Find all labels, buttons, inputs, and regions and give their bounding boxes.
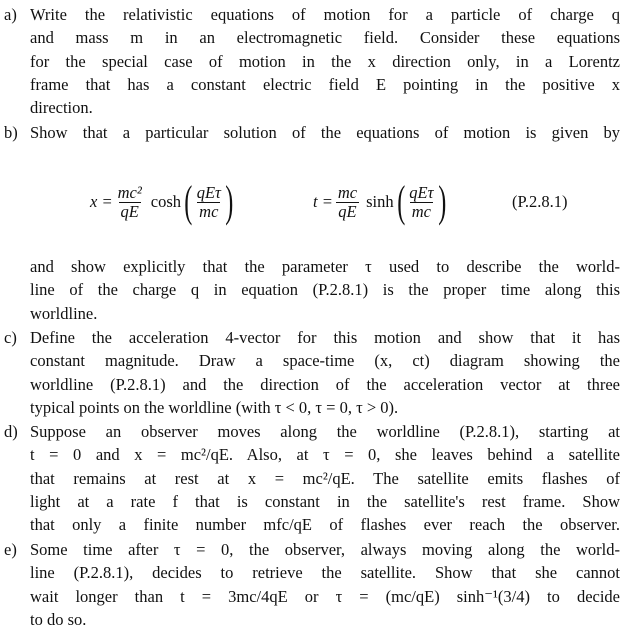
x-argument-numerator: qEτ: [196, 182, 221, 202]
item-a-line-5: direction.: [30, 98, 93, 118]
item-b-after-line-2: line of the charge q in equation (P.2.8.1) is the proper time along this: [30, 280, 620, 300]
item-c-line-4: typical points on the worldline (with τ < 0, τ = 0, τ > 0).: [30, 397, 399, 417]
item-a: [4, 3, 620, 119]
item-e-line-2: line (P.2.8.1), decides to retrieve the satellite. Show that she cannot: [30, 563, 620, 583]
x-argument-denominator: mc: [199, 201, 219, 221]
item-b-intro: [30, 121, 620, 144]
item-c-line-2: constant magnitude. Draw a space-time (x, ct) diagram showing the: [30, 351, 620, 371]
item-c-body: [30, 326, 620, 419]
x-function: cosh: [150, 192, 182, 211]
item-b-after-line-1: and show explicitly that the parameter τ used to describe the world-: [30, 257, 620, 276]
t-fraction: [336, 184, 359, 221]
item-d-line-3: that remains at rest at x = mc²/qE. The satellite emits flashes of: [30, 468, 620, 488]
t-argument-numerator: qEτ: [409, 182, 434, 202]
item-e-line-4: to do so.: [30, 609, 87, 629]
equation-number: (P.2.8.1): [512, 192, 568, 211]
item-b-intro-line: Show that a particular solution of the equations of motion is given by: [30, 123, 620, 142]
item-d-line-1: Suppose an observer moves along the worldline (P.2.8.1), starting at: [30, 422, 620, 441]
x-fraction-numerator: mc²: [117, 182, 142, 202]
x-fraction-denominator: qE: [120, 201, 139, 221]
t-fraction-numerator: mc: [337, 182, 358, 202]
t-right-paren: ): [437, 177, 446, 226]
item-b-label: b): [4, 123, 18, 142]
item-d-line-4: light at a rate f that is constant in the satellite's rest frame. Show: [30, 491, 620, 511]
t-argument: [407, 184, 435, 221]
item-c: [4, 326, 620, 419]
item-b-continued: [4, 255, 620, 325]
equation-p281: [0, 172, 626, 262]
item-a-line-2: and mass m in an electromagnetic field. Consider these equations: [30, 28, 620, 48]
item-e: [4, 538, 620, 631]
t-lhs: t =: [313, 192, 333, 211]
item-a-label: a): [4, 5, 17, 24]
equation-x: [90, 172, 233, 232]
x-lhs: x =: [90, 192, 113, 211]
item-c-label: c): [4, 328, 17, 347]
item-d-line-5: that only a finite number mfc/qE of flashes ever reach the observer.: [30, 515, 620, 535]
item-e-line-1: Some time after τ = 0, the observer, always moving along the world-: [30, 540, 620, 559]
t-left-paren: (: [396, 177, 405, 226]
t-fraction-denominator: qE: [338, 201, 357, 221]
t-argument-denominator: mc: [411, 201, 431, 221]
item-b-after-line-3: worldline.: [30, 303, 98, 323]
item-a-line-4: frame that has a constant electric field E pointing in the positive x: [30, 74, 620, 94]
item-a-body: [30, 3, 620, 119]
t-function: sinh: [366, 192, 394, 211]
item-e-line-3: wait longer than t = 3mc/4qE or τ = (mc/qE) sinh⁻¹(3/4) to decide: [30, 586, 620, 606]
item-a-line-1: Write the relativistic equations of motion for a particle of charge q: [30, 5, 620, 24]
item-d-body: [30, 420, 620, 536]
item-c-line-3: worldline (P.2.8.1) and the direction of the acceleration vector at three: [30, 374, 620, 394]
item-e-body: [30, 538, 620, 631]
x-left-paren: (: [184, 177, 193, 226]
item-c-line-1: Define the acceleration 4-vector for this motion and show that it has: [30, 328, 620, 347]
x-fraction: [116, 184, 144, 221]
x-right-paren: ): [225, 177, 234, 226]
item-d: [4, 420, 620, 536]
item-d-line-2: t = 0 and x = mc²/qE. Also, at τ = 0, she leaves behind a satellite: [30, 445, 620, 465]
item-b: [4, 121, 620, 144]
item-e-label: e): [4, 540, 17, 559]
item-a-line-3: for the special case of motion in the x direction only, in a Lorentz: [30, 51, 620, 71]
equation-t: [313, 172, 445, 232]
item-d-label: d): [4, 422, 18, 441]
x-argument: [195, 184, 223, 221]
item-b-after: [30, 255, 620, 325]
